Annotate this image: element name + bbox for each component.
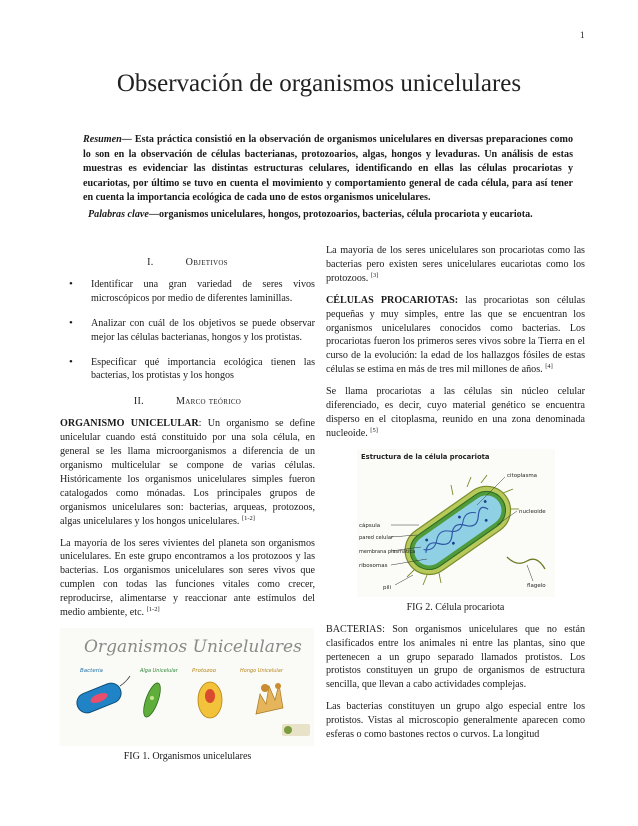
- paper-title: Observación de organismos unicelulares: [116, 70, 522, 97]
- list-item: • Especificar qué importancia ecológica tienen las bacterias, los protistas y los hongos: [60, 356, 315, 384]
- objectives-list: [60, 278, 315, 383]
- figure-2-caption: FIG 2. Célula procariota: [406, 601, 505, 613]
- cell-body-illustration: [395, 477, 519, 584]
- figure-1-label: Protozoo: [192, 667, 217, 674]
- left-column: [60, 244, 315, 772]
- figure-2-label: membrana plasmática: [358, 548, 415, 555]
- keywords-text: —organismos unicelulares, hongos, protozoarios, bacterias, célula procariota y eucariota.: [148, 209, 533, 220]
- protozoo-illustration: [198, 682, 222, 718]
- citation: [3]: [370, 271, 379, 279]
- paragraph-text: las procariotas son células pequeñas y muy simples, entre las que se encuentran los organismos unicelulares conocidos como bacterias. Los procariotas fueron los primeros seres vivos sobre la Tierra en el curso de la evolución: la edad de los hallazgos fósiles de estas células se estima en más de tres mil millones de años.: [326, 294, 585, 376]
- keywords: [88, 208, 588, 222]
- paragraph: Las bacterias constituyen un grupo algo especial entre los protistos. Vistas al microscopio generalmente aparecen como esferas o como bastones rectos o curvos. La longitud: [326, 701, 585, 741]
- figure-2-label: citoplasma: [506, 472, 537, 479]
- paragraph-text: Se llama procariotas a las células sin núcleo celular diferenciado, es decir, cuyo material genético se encuentra disperso en el citoplasma, reunido en una zona denominada nucleoide.: [326, 386, 585, 439]
- figure-1-label: Hongo Unicelular: [240, 667, 283, 674]
- run-in-heading: ORGANISMO UNICELULAR: [60, 418, 199, 430]
- citation: [4]: [545, 363, 553, 371]
- figure-2-label: cápsula: [358, 522, 380, 529]
- section-objetivos-heading: [60, 256, 315, 270]
- bacteria-illustration: [74, 676, 130, 716]
- figure-2-label: pili: [382, 584, 391, 591]
- paragraph-text: : Un organismo se define unicelular cuando está constituido por una sola célula, en general se les llama microorganismos a diferencia de un organismo multicelular se compone de varias células. Históricamente los organismos unicelulares simples fueron catalogados como mónadas. Los principales grupos de organismos unicelulares son: bacterias, arqueas, protozoos, algas unicelulares y los hongos unicelulares.: [60, 418, 315, 527]
- section-number: I.: [147, 257, 154, 268]
- list-item: • Identificar una gran variedad de seres vivos microscópicos por medio de diferentes laminillas.: [60, 278, 315, 306]
- prokaryotic-cell-illustration: [357, 449, 555, 597]
- paragraph-text: La mayoría de los seres vivientes del planeta son organismos unicelulares. En este grupo encontramos a los protozoos y las bacterias. Los organismos unicelulares son seres vivos que cumplen con todas las funciones vitales como crecer, reproducirse, alimentarse y reaccionar ante estímulos del medio ambiente, etc.: [60, 537, 315, 619]
- paragraph: [326, 244, 585, 286]
- figure-2-label: ribosomas: [358, 562, 387, 569]
- right-column: [326, 244, 585, 750]
- figure-2-label: nucleoide: [518, 508, 546, 515]
- figure-1-image: [60, 628, 314, 746]
- section-title: Marco teórico: [175, 396, 242, 408]
- abstract: [83, 133, 573, 206]
- figure-1-title: Organismos Unicelulares: [84, 636, 302, 657]
- figure-2-label: pared celular: [358, 534, 393, 541]
- list-item: • Analizar con cuál de los objetivos se puede observar mejor las células bacterianas, hongos y los protistas.: [60, 317, 315, 345]
- section-title: Objetivos: [185, 257, 228, 268]
- alga-illustration: [140, 681, 164, 719]
- citation: [1-2]: [241, 514, 255, 522]
- citation: [5]: [370, 426, 378, 434]
- keywords-lead: Palabras clave: [88, 209, 149, 220]
- figure-1-label: Bacteria: [80, 667, 103, 674]
- paragraph-text: La mayoría de los seres unicelulares son procariotas como las bacterias pero existen seres unicelulares eucariotas como los protozoos.: [326, 245, 585, 284]
- section-marco-heading: [60, 395, 315, 409]
- paragraph: [326, 385, 585, 441]
- page-number: 1: [580, 30, 585, 40]
- figure-1-caption: FIG 1. Organismos unicelulares: [123, 750, 252, 762]
- figure-2-label: flagelo: [526, 582, 546, 589]
- run-in-heading: CÉLULAS PROCARIOTAS:: [326, 294, 459, 306]
- paragraph: [60, 417, 315, 528]
- citation: [1-2]: [146, 606, 160, 614]
- publisher-logo: [282, 724, 310, 736]
- section-number: II.: [133, 396, 144, 408]
- figure-2-title: Estructura de la célula procariota: [360, 452, 489, 461]
- hongo-illustration: [256, 683, 283, 714]
- flagellum-illustration: [507, 557, 545, 569]
- paragraph: [326, 294, 585, 377]
- unicellular-organisms-illustration: [60, 628, 314, 746]
- abstract-text: Esta práctica consistió en la observación de organismos unicelulares en diversas preparaciones como lo son en la observación de células bacterianas, protozoarios, algas, hongos y levaduras. Un análisis de estas muestras es evidenciar las distintas estructuras celulares, identificando en ellas las células procariotas y eucariotas, por último se tuvo en cuenta el movimiento y comportamiento general de cada célula, para así tener en cuenta la importancia ecológica de cada uno de estos organismos unicelulares.: [83, 134, 573, 204]
- paragraph: BACTERIAS: Son organismos unicelulares que no están clasificados entre los animales ni entre las plantas, sino que pertenecen a un grupo separado llamados protistos. Los protistos constituyen un grupo de organismos de estructura sencilla, que llevan a cabo actividades complejas.: [326, 623, 585, 691]
- figure-2-image: [357, 449, 555, 597]
- paragraph: [60, 537, 315, 620]
- abstract-lead: Resumen—: [83, 134, 132, 145]
- figure-1-label: Alga Unicelular: [140, 667, 178, 674]
